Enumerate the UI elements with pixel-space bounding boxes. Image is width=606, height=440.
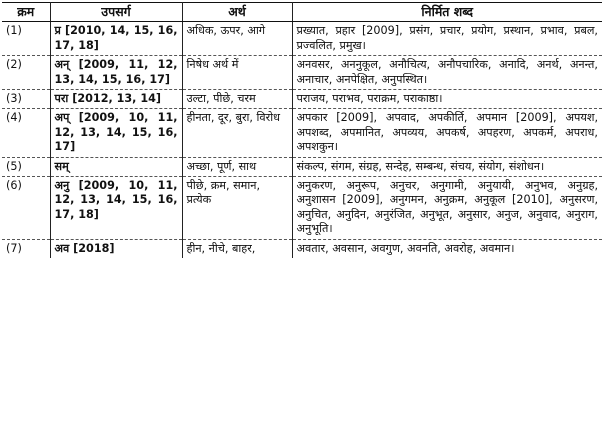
table-row — [2, 157, 602, 176]
row-prefix: अन् [2009, 11, 12, 13, 14, 15, 16, 17] — [50, 56, 182, 90]
row-prefix: अव [2018] — [50, 239, 182, 258]
table-row — [2, 90, 602, 109]
row-prefix: प्र [2010, 14, 15, 16, 17, 18] — [50, 22, 182, 56]
row-meaning: निषेध अर्थ में — [182, 56, 292, 90]
header-meaning: अर्थ — [182, 3, 292, 22]
row-serial: (6) — [2, 177, 50, 240]
row-serial: (3) — [2, 90, 50, 109]
row-words: पराजय, पराभव, पराक्रम, पराकाष्ठा। — [296, 92, 443, 106]
row-prefix: अनु [2009, 10, 11, 12, 13, 14, 15, 16, 17, 18] — [50, 177, 182, 240]
row-prefix: सम् — [50, 157, 182, 176]
row-words: संकल्प, संगम, संग्रह, सन्देह, सम्बन्ध, संचय, संयोग, संशोधन। — [296, 159, 545, 173]
row-prefix: परा [2012, 13, 14] — [50, 90, 182, 109]
header-formed-words: निर्मित शब्द — [292, 3, 602, 22]
row-meaning: उल्टा, पीछे, चरम — [182, 90, 292, 109]
table-row — [2, 239, 602, 258]
row-serial: (4) — [2, 109, 50, 157]
row-serial: (1) — [2, 22, 50, 56]
table-row — [2, 22, 602, 56]
row-words: प्रख्यात, प्रहार [2009], प्रसंग, प्रचार, प्रयोग, प्रस्थान, प्रभाव, प्रबल, प्रज्वलित, प्रमुख। — [296, 24, 598, 52]
prefix-table — [2, 2, 602, 258]
row-serial: (7) — [2, 239, 50, 258]
row-meaning: हीनता, दूर, बुरा, विरोध — [182, 109, 292, 157]
row-prefix: अप् [2009, 10, 11, 12, 13, 14, 15, 16, 17] — [50, 109, 182, 157]
row-meaning: अच्छा, पूर्ण, साथ — [182, 157, 292, 176]
row-serial: (5) — [2, 157, 50, 176]
row-meaning: अधिक, ऊपर, आगे — [182, 22, 292, 56]
row-serial: (2) — [2, 56, 50, 90]
row-meaning: पीछे, क्रम, समान, प्रत्येक — [182, 177, 292, 240]
row-words: अपकार [2009], अपवाद, अपकीर्ति, अपमान [2009], अपयश, अपशब्द, अपमानित, अपव्यय, अपकर्ष, अपहरण, अपकर्म, अपराध, अपशकुन। — [296, 111, 598, 154]
table-row — [2, 109, 602, 157]
header-serial: क्रम — [2, 3, 50, 22]
row-meaning: हीन, नीचे, बाहर, — [182, 239, 292, 258]
table-header-row — [2, 3, 602, 22]
table-row — [2, 177, 602, 240]
row-words: अवतार, अवसान, अवगुण, अवनति, अवरोह, अवमान। — [296, 241, 515, 255]
table-row — [2, 56, 602, 90]
row-words: अनवसर, अननुकूल, अनौचित्य, अनौपचारिक, अनादि, अनर्थ, अनन्त, अनाचार, अनपेक्षित, अनुपस्थित। — [296, 58, 598, 86]
header-prefix: उपसर्ग — [50, 3, 182, 22]
row-words: अनुकरण, अनुरूप, अनुचर, अनुगामी, अनुयायी, अनुभव, अनुग्रह, अनुशासन [2009], अनुगमन, अनुक्रम, अनुकूल [2010], अनुसरण, अनुचित, अनुदिन, अनुरंजित, अनुभूत, अनुसार, अनुज, अनुवाद, अनुराग, अनुभूति। — [296, 179, 598, 236]
